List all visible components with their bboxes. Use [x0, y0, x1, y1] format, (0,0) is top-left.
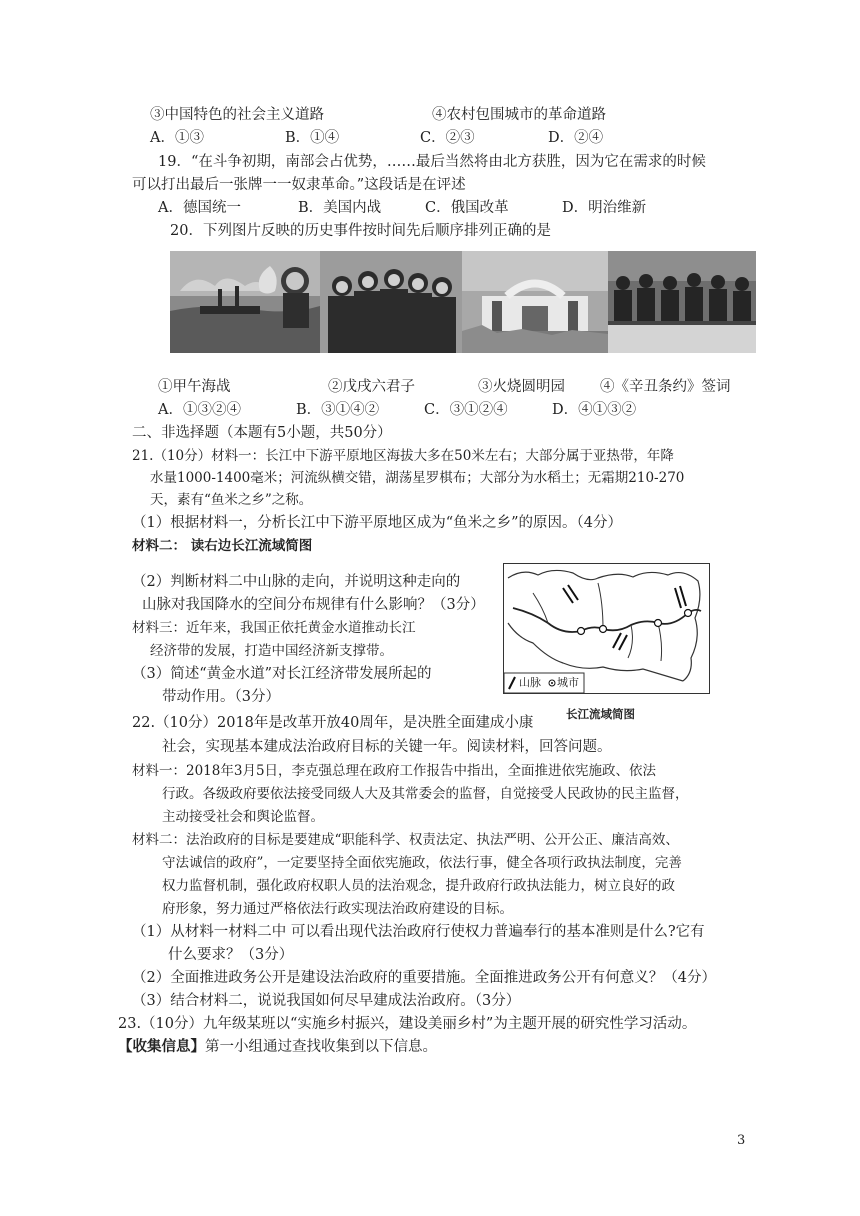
q20-label-1: ①甲午海战	[158, 379, 231, 395]
q21-question2-line1: （2）判断材料二中山脉的走向，并说明这种走向的	[132, 574, 461, 590]
q22-question1-line1: （1）从材料一材料二中 可以看出现代法治政府行使权力普遍奉行的基本准则是什么?它有	[132, 924, 705, 940]
q20-answer-d: D．④①③②	[552, 402, 637, 418]
q22-material2-line2: 守法诚信的政府”，一定要坚持全面依宪施政，依法行事，健全各项行政执法制度，完善	[162, 855, 682, 871]
q18-answer-b: B．①④	[285, 130, 340, 146]
q20-label-4: ④《辛丑条约》签词	[600, 379, 731, 395]
q23-collect-tag: 【收集信息】	[118, 1038, 205, 1055]
q18-answer-c: C．②③	[420, 130, 475, 146]
q20-photo-strip	[170, 251, 756, 353]
q22-material1-line2: 行政。各级政府要依法接受同级人大及其常委会的监督，自觉接受人民政协的民主监督，	[162, 786, 689, 802]
q22-stem-line1: 22.（10分）2018年是改革开放40周年，是决胜全面建成小康	[132, 715, 534, 731]
section-2-heading: 二、非选择题（本题有5小题，共50分）	[132, 425, 392, 441]
photo-xinchou-treaty	[608, 251, 756, 353]
q19-stem-line2: 可以打出最后一张牌一一奴隶革命。”这段话是在评述	[132, 177, 466, 193]
q22-question1-line2: 什么要求？（3分）	[168, 947, 294, 963]
q19-answer-d: D．明治维新	[562, 200, 647, 216]
q22-stem-line2: 社会，实现基本建成法治政府目标的关键一年。阅读材料，回答问题。	[162, 739, 612, 755]
q19-answer-c: C．俄国改革	[425, 200, 509, 216]
q21-material2: 材料二： 读右边长江流域简图	[132, 538, 313, 554]
q21-material3-line1: 材料三：近年来，我国正依托黄金水道推动长江	[132, 620, 416, 636]
q22-material2-line1: 材料二：法治政府的目标是要建成“职能科学、权责法定、执法严明、公开公正、廉洁高效、	[132, 832, 679, 848]
q20-stem: 20．下列图片反映的历史事件按时间先后顺序排列正确的是	[170, 223, 551, 239]
map-legend-city: 城市	[557, 676, 579, 689]
q21-question3-line1: （3）简述“黄金水道”对长江经济带发展所起的	[132, 666, 432, 682]
q19-stem-line1: 19．“在斗争初期，南部会占优势，……最后当然将由北方获胜，因为它在需求的时候	[158, 154, 706, 170]
q18-option-3: ③中国特色的社会主义道路	[150, 107, 324, 123]
q20-label-2: ②戊戌六君子	[328, 379, 415, 395]
q20-answer-a: A．①③②④	[158, 402, 241, 418]
q22-question2: （2）全面推进政务公开是建设法治政府的重要措施。全面推进政务公开有何意义？（4分）	[132, 970, 716, 986]
q23-collect-text: 第一小组通过查找收集到以下信息。	[205, 1039, 437, 1055]
photo-naval-battle	[170, 251, 320, 353]
q18-answer-a: A．①③	[150, 130, 204, 146]
q21-material1-line1: 21.（10分）材料一：长江中下游平原地区海拔大多在50米左右；大部分属于亚热带，年降	[132, 448, 674, 464]
photo-yuanmingyuan-ruins	[462, 251, 608, 353]
q22-material1-line3: 主动接受社会和舆论监督。	[162, 809, 324, 825]
map-legend-mountain: 山脉	[519, 676, 541, 689]
photo-six-gentlemen	[320, 251, 462, 353]
q21-material1-line2: 水量1000-1400毫米；河流纵横交错，湖荡星罗棋布；大部分为水稻土；无霜期210-270	[150, 470, 685, 486]
q23-stem: 23.（10分）九年级某班以“实施乡村振兴，建设美丽乡村”为主题开展的研究性学习活动。	[118, 1016, 697, 1032]
map-caption: 长江流域简图	[566, 707, 635, 721]
q20-label-3: ③火烧圆明园	[478, 379, 565, 395]
q20-answer-c: C．③①②④	[424, 402, 508, 418]
q21-question2-line2: 山脉对我国降水的空间分布规律有什么影响？（3分）	[142, 597, 485, 613]
q22-material2-line4: 府形象，努力通过严格依法行政实现法治政府建设的目标。	[162, 901, 513, 917]
q20-answer-b: B．③①④②	[296, 402, 380, 418]
q18-option-4: ④农村包围城市的革命道路	[432, 107, 606, 123]
q18-answer-d: D．②④	[548, 130, 604, 146]
q23-collect-info	[118, 1037, 437, 1057]
q21-material3-line2: 经济带的发展，打造中国经济新支撑带。	[150, 643, 393, 659]
q21-material1-line3: 天，素有“鱼米之乡”之称。	[150, 492, 313, 508]
q21-question3-line2: 带动作用。（3分）	[162, 689, 280, 705]
q22-material1-line1: 材料一：2018年3月5日，李克强总理在政府工作报告中指出，全面推进依宪施政、依法	[132, 763, 657, 779]
q22-question3: （3）结合材料二，说说我国如何尽早建成法治政府。（3分）	[132, 993, 521, 1009]
q19-answer-a: A．德国统一	[158, 200, 241, 216]
page-number: 3	[737, 1133, 746, 1148]
q19-answer-b: B．美国内战	[298, 200, 382, 216]
q21-question1: （1）根据材料一，分析长江中下游平原地区成为“鱼米之乡”的原因。（4分）	[132, 515, 623, 531]
q22-material2-line3: 权力监督机制，强化政府权职人员的法治观念，提升政府行政执法能力，树立良好的政	[162, 878, 675, 894]
